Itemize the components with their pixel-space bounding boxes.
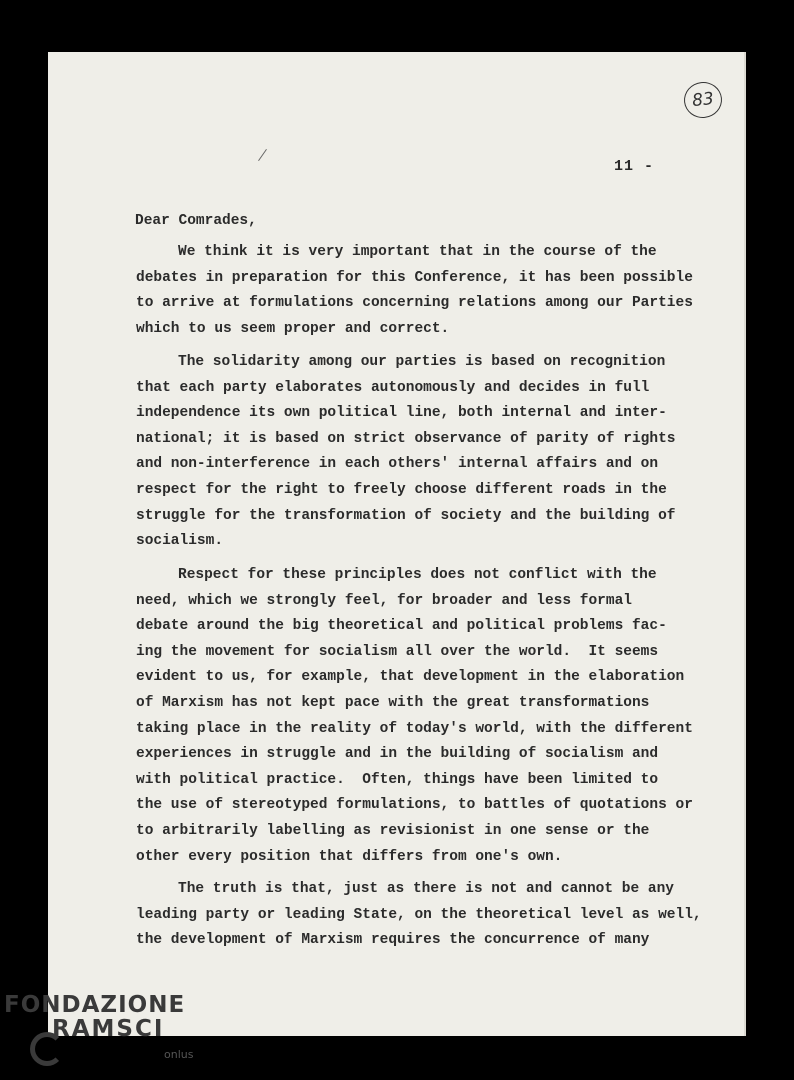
- text-line: debate around the big theoretical and political problems fac-: [136, 618, 667, 635]
- pen-mark: [258, 149, 267, 161]
- gramsci-logo-icon: [30, 1032, 64, 1066]
- paragraph: [136, 877, 726, 954]
- text-line: debates in preparation for this Conference, it has been possible: [136, 269, 693, 286]
- text-line: other every position that differs from one's own.: [136, 848, 563, 865]
- salutation: Dear Comrades,: [135, 213, 257, 229]
- text-line: the use of stereotyped formulations, to battles of quotations or: [136, 797, 693, 814]
- text-line: Respect for these principles does not conflict with the: [178, 567, 657, 583]
- text-line: The truth is that, just as there is not and cannot be any: [178, 881, 674, 897]
- text-line: evident to us, for example, that development in the elaboration: [136, 669, 685, 686]
- paragraph: [136, 350, 726, 555]
- text-line: leading party or leading State, on the theoretical level as well,: [136, 906, 702, 923]
- fondazione-gramsci-watermark: [4, 992, 194, 1061]
- text-line: the development of Marxism requires the concurrence of many: [136, 932, 650, 949]
- text-line: with political practice. Often, things have been limited to: [136, 771, 659, 788]
- text-line: The solidarity among our parties is based on recognition: [178, 354, 666, 370]
- watermark-line-2: RAMSCI: [52, 1016, 165, 1042]
- archive-number-stamp: 83: [682, 80, 724, 120]
- text-line: which to us seem proper and correct.: [136, 320, 450, 337]
- text-line: ing the movement for socialism all over the world. It seems: [136, 643, 659, 660]
- text-line: national; it is based on strict observance of parity of rights: [136, 430, 676, 447]
- text-line: socialism.: [136, 533, 224, 550]
- text-line: to arbitrarily labelling as revisionist in one sense or the: [136, 822, 650, 839]
- text-line: that each party elaborates autonomously and decides in full: [136, 379, 650, 396]
- text-line: respect for the right to freely choose different roads in the: [136, 481, 667, 498]
- paragraph: [136, 563, 726, 870]
- text-line: need, which we strongly feel, for broader and less formal: [136, 592, 632, 609]
- text-line: independence its own political line, both internal and inter-: [136, 405, 667, 422]
- page-number: 11 -: [614, 158, 655, 175]
- text-line: struggle for the transformation of society and the building of: [136, 507, 676, 524]
- paragraph: [136, 240, 726, 342]
- document-page: [48, 52, 746, 1036]
- text-line: experiences in struggle and in the building of socialism and: [136, 746, 659, 763]
- text-line: of Marxism has not kept pace with the great transformations: [136, 694, 650, 711]
- text-line: to arrive at formulations concerning relations among our Parties: [136, 295, 693, 312]
- watermark-line-3: onlus: [164, 1048, 194, 1061]
- text-line: We think it is very important that in the course of the: [178, 244, 657, 260]
- watermark-line-1: FONDAZIONE: [4, 992, 186, 1018]
- page-edge: [744, 52, 746, 1036]
- text-line: taking place in the reality of today's world, with the different: [136, 720, 693, 737]
- text-line: and non-interference in each others' internal affairs and on: [136, 456, 659, 473]
